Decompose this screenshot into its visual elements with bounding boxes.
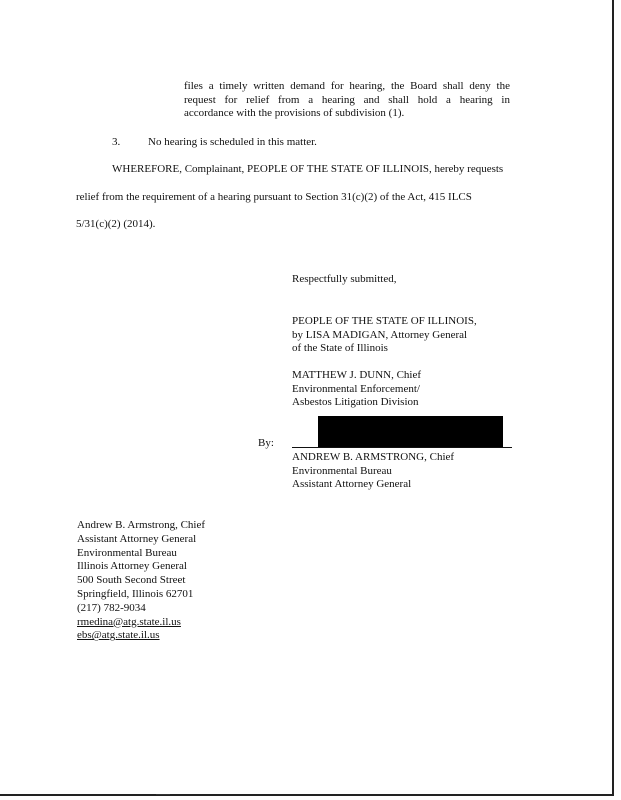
address-line-5: 500 South Second Street — [77, 574, 186, 587]
address-block — [77, 519, 205, 643]
party-line-3: of the State of Illinois — [292, 342, 388, 354]
address-phone: (217) 782-9034 — [77, 601, 146, 614]
quote-line-2: request for relief from a hearing and shall hold a hearing in — [184, 93, 510, 106]
party-line-1: PEOPLE OF THE STATE OF ILLINOIS, — [292, 315, 477, 327]
item-3-text: No hearing is scheduled in this matter. — [148, 136, 317, 148]
chief-line-1: MATTHEW J. DUNN, Chief — [292, 369, 422, 381]
signatory-title-1: Environmental Bureau — [292, 464, 392, 477]
party-block — [292, 315, 477, 356]
wherefore-line-1: WHEREFORE, Complainant, PEOPLE OF THE STATE OF ILLINOIS, hereby requests — [112, 163, 504, 175]
chief-line-3: Asbestos Litigation Division — [292, 396, 419, 408]
by-label: By: — [258, 437, 274, 449]
address-line-6: Springfield, Illinois 62701 — [77, 587, 194, 600]
address-line-2: Assistant Attorney General — [77, 532, 197, 545]
address-line-1: Andrew B. Armstrong, Chief — [77, 519, 206, 531]
email-link-1[interactable]: rmedina@atg.state.il.us — [77, 615, 181, 628]
quote-line-3: accordance with the provisions of subdivision (1). — [184, 107, 405, 119]
signatory-name: ANDREW B. ARMSTRONG, Chief — [292, 451, 455, 463]
party-line-2: by LISA MADIGAN, Attorney General — [292, 328, 468, 341]
address-line-3: Environmental Bureau — [77, 546, 177, 559]
signatory-block — [292, 451, 454, 492]
quoted-statute — [184, 80, 510, 121]
email-link-2[interactable]: ebs@atg.state.il.us — [77, 629, 160, 642]
closing: Respectfully submitted, — [292, 273, 397, 285]
quote-line-1: files a timely written demand for hearing, the Board shall deny the — [184, 80, 510, 92]
chief-block — [292, 369, 421, 410]
chief-line-2: Environmental Enforcement/ — [292, 382, 420, 395]
signature-line — [292, 447, 512, 448]
address-line-4: Illinois Attorney General — [77, 560, 187, 573]
wherefore-line-2: relief from the requirement of a hearing pursuant to Section 31(c)(2) of the Act, 415 ILCS — [76, 191, 472, 203]
wherefore-line-3: 5/31(c)(2) (2014). — [76, 218, 156, 230]
signatory-title-2: Assistant Attorney General — [292, 478, 412, 490]
signature-redaction — [318, 416, 503, 448]
item-3-number: 3. — [112, 136, 121, 148]
scan-artifact — [156, 794, 170, 795]
